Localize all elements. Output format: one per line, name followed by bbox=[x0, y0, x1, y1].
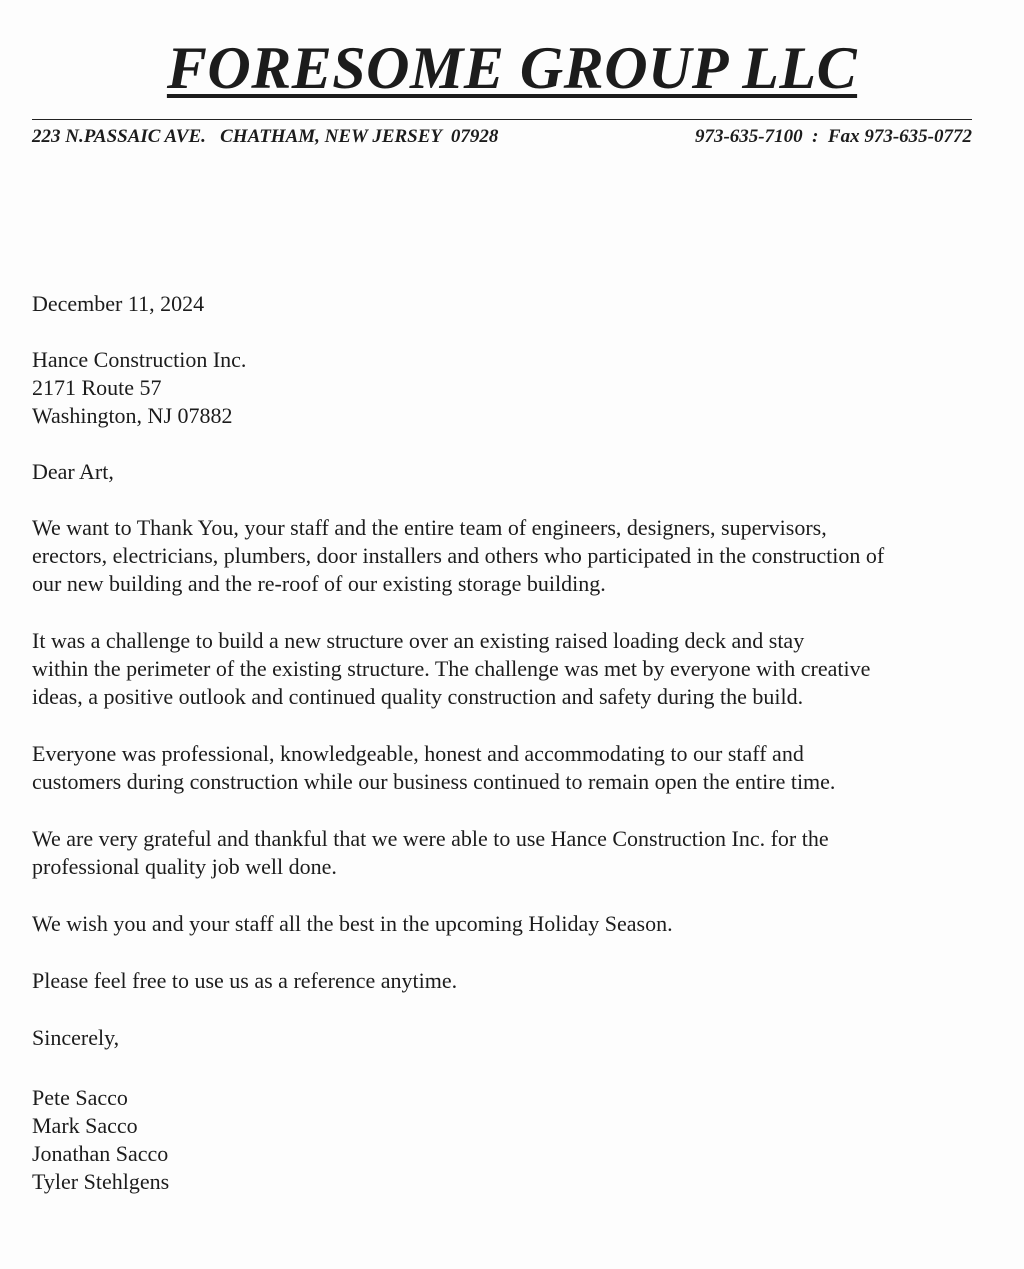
letter-body bbox=[32, 290, 992, 1196]
paragraph-line: Please feel free to use us as a reference anytime. bbox=[32, 968, 458, 993]
recipient-line: Hance Construction Inc. bbox=[32, 347, 247, 372]
paragraph bbox=[32, 740, 992, 796]
paragraph bbox=[32, 825, 992, 881]
paragraph-line: We want to Thank You, your staff and the entire team of engineers, designers, supervisors, bbox=[32, 515, 827, 540]
company-name-text: FORESOME GROUP LLC bbox=[166, 35, 858, 101]
letterhead-divider bbox=[32, 119, 972, 120]
salutation: Dear Art, bbox=[32, 459, 114, 484]
signer-name: Tyler Stehlgens bbox=[32, 1169, 170, 1194]
signer-name: Mark Sacco bbox=[32, 1113, 138, 1138]
signers bbox=[32, 1084, 992, 1196]
recipient-line: 2171 Route 57 bbox=[32, 375, 162, 400]
paragraph bbox=[32, 967, 992, 995]
recipient-address bbox=[32, 346, 992, 430]
paragraph-line: ideas, a positive outlook and continued quality construction and safety during the build. bbox=[32, 684, 804, 709]
paragraph-line: We wish you and your staff all the best in the upcoming Holiday Season. bbox=[32, 911, 673, 936]
recipient-line: Washington, NJ 07882 bbox=[32, 403, 233, 428]
paragraph-line: within the perimeter of the existing structure. The challenge was met by everyone with creative bbox=[32, 656, 871, 681]
letter-date: December 11, 2024 bbox=[32, 291, 205, 316]
paragraph bbox=[32, 627, 992, 711]
paragraph-line: our new building and the re-roof of our existing storage building. bbox=[32, 571, 606, 596]
paragraph bbox=[32, 514, 992, 598]
company-name bbox=[0, 28, 1024, 108]
signer-name: Jonathan Sacco bbox=[32, 1141, 169, 1166]
company-address: 223 N.PASSAIC AVE. CHATHAM, NEW JERSEY 07928 bbox=[32, 126, 499, 147]
letterhead-contact-line bbox=[32, 124, 972, 150]
closing: Sincerely, bbox=[32, 1025, 120, 1050]
paragraph-line: Everyone was professional, knowledgeable, honest and accommodating to our staff and bbox=[32, 741, 804, 766]
paragraph bbox=[32, 910, 992, 938]
paragraph-line: professional quality job well done. bbox=[32, 854, 337, 879]
company-phone-fax: 973-635-7100 : Fax 973-635-0772 bbox=[694, 126, 972, 147]
paragraph-line: erectors, electricians, plumbers, door installers and others who participated in the construction of bbox=[32, 543, 885, 568]
signer-name: Pete Sacco bbox=[32, 1085, 128, 1110]
paragraph-line: We are very grateful and thankful that we were able to use Hance Construction Inc. for the bbox=[32, 826, 829, 851]
paragraph-line: It was a challenge to build a new structure over an existing raised loading deck and stay bbox=[32, 628, 805, 653]
paragraph-line: customers during construction while our business continued to remain open the entire time. bbox=[32, 769, 836, 794]
